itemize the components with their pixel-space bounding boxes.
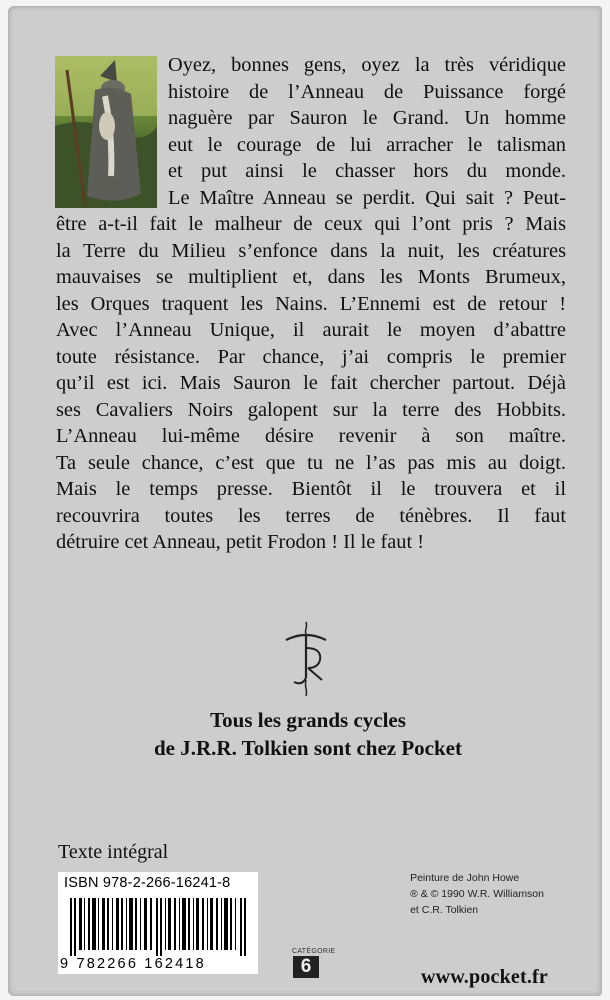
blurb-line: L’Anneau lui-même désire revenir à son maître. — [56, 425, 566, 447]
publisher-website: www.pocket.fr — [420, 966, 548, 988]
back-cover — [8, 6, 602, 996]
blurb-line: détruire cet Anneau, petit Frodon ! Il le faut ! — [56, 531, 425, 553]
category-badge — [292, 948, 336, 978]
blurb-line: Oyez, bonnes gens, oyez la très véridique — [168, 54, 566, 76]
blurb-line: Le Maître Anneau se perdit. Qui sait ? Peut- — [168, 186, 566, 209]
blurb-line: ses Cavaliers Noirs galopent sur la terre des Hobbits. — [56, 398, 566, 421]
isbn-label: ISBN 978-2-266-16241-8 — [64, 875, 231, 891]
blurb-line: eut le courage de lui arracher le talisman — [168, 133, 566, 156]
credit-line-3: et C.R. Tolkien — [410, 904, 479, 916]
tolkien-cycles-notice — [68, 706, 548, 762]
illustration-credit — [410, 870, 544, 918]
category-number: 6 — [293, 956, 319, 978]
blurb-line: toute résistance. Par chance, j’ai compris le premier — [56, 345, 566, 368]
blurb-line: Mais le temps presse. Bientôt il le trouvera et il — [56, 478, 566, 500]
blurb-line: histoire de l’Anneau de Puissance forgé — [168, 80, 566, 103]
back-cover-blurb — [56, 52, 566, 556]
texte-integral-label: Texte intégral — [58, 841, 169, 863]
blurb-line: les Orques traquent les Nains. L’Ennemi est de retour ! — [56, 292, 566, 315]
barcode-bars — [64, 898, 254, 956]
blurb-line: Avec l’Anneau Unique, il aurait le moyen d’abattre — [56, 319, 566, 341]
credit-line-2: ® & © 1990 W.R. Williamson — [410, 888, 544, 900]
blurb-line: et put ainsi le chasser hors du monde. — [168, 160, 566, 182]
tolkien-monogram-icon — [278, 618, 334, 698]
cycles-line-1: Tous les grands cycles — [210, 708, 406, 732]
blurb-line: Ta seule chance, c’est que tu ne l’as pas mis au doigt. — [56, 451, 566, 474]
blurb-line: la Terre du Milieu s’enfonce dans la nuit, les créatures — [56, 239, 566, 262]
blurb-line: qu’il est ici. Mais Sauron le fait chercher partout. Déjà — [56, 372, 566, 394]
cycles-line-2: de J.R.R. Tolkien sont chez Pocket — [153, 736, 462, 760]
credit-line-1: Peinture de John Howe — [410, 872, 520, 884]
category-label: CATÉGORIE — [292, 948, 336, 955]
barcode-digits: 9 782266 162418 — [60, 956, 206, 972]
blurb-line: recouvrira toutes les terres de ténèbres. Il faut — [56, 504, 566, 527]
blurb-line: mauvaises se multiplient et, dans les Monts Brumeux, — [56, 266, 566, 288]
blurb-line: être a-t-il fait le malheur de ceux qui l’ont pris ? Mais — [56, 213, 566, 235]
blurb-line: naguère par Sauron le Grand. Un homme — [168, 107, 566, 129]
isbn-barcode — [58, 872, 258, 974]
